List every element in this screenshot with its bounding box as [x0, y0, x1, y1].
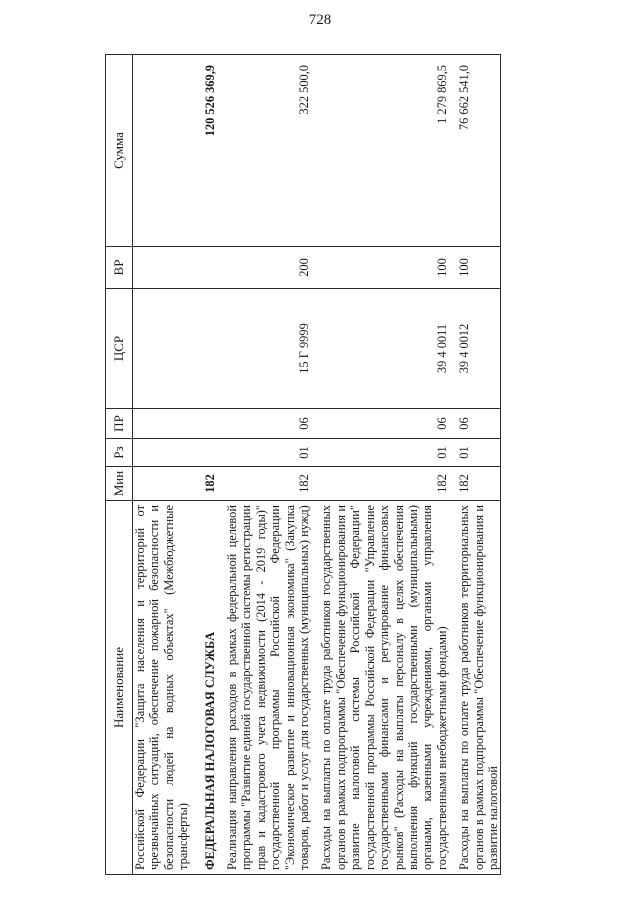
page-number: 728 — [308, 12, 332, 28]
row-min: 182 — [199, 467, 217, 501]
row-csr — [133, 289, 191, 409]
row-pr: 06 — [319, 409, 449, 439]
row-min: 182 — [457, 467, 501, 501]
row-rz — [199, 439, 217, 467]
row-vr: 100 — [457, 247, 501, 289]
column-header-vr: ВР — [106, 247, 133, 289]
row-pr — [199, 409, 217, 439]
row-name: Реализация направления расходов в рамках федеральной целевой программы "Развитие единой государственной системы регистрации прав и кадастрового учета недвижимости (2014 - 2019 годы)" государственной программы Российской Федерации "Экономическое развитие и инновационная экономика" (Закупка товаров, работ и услуг для государственных (муниципальных) нужд) — [225, 501, 311, 875]
row-min: 182 — [225, 467, 311, 501]
table-row-heading — [199, 55, 217, 875]
row-rz: 01 — [319, 439, 449, 467]
column-header-rz: Рз — [106, 439, 133, 467]
row-sum: 120 526 369,9 — [199, 55, 217, 247]
row-sum: 322 500,0 — [225, 55, 311, 247]
column-header-csr: ЦСР — [106, 289, 133, 409]
row-vr — [133, 247, 191, 289]
row-name: ФЕДЕРАЛЬНАЯ НАЛОГОВАЯ СЛУЖБА — [199, 501, 217, 875]
row-sum: 1 279 869,5 — [319, 55, 449, 247]
row-pr: 06 — [457, 409, 501, 439]
budget-table — [105, 54, 501, 875]
table-header-row — [106, 55, 133, 875]
row-sum — [133, 55, 191, 247]
row-rz: 01 — [225, 439, 311, 467]
row-csr — [199, 289, 217, 409]
column-header-sum: Сумма — [106, 55, 133, 247]
table-row — [133, 55, 191, 875]
row-vr: 100 — [319, 247, 449, 289]
row-min: 182 — [319, 467, 449, 501]
table-row — [225, 55, 311, 875]
row-rz: 01 — [457, 439, 501, 467]
row-min — [133, 467, 191, 501]
row-pr: 06 — [225, 409, 311, 439]
row-csr: 15 Г 9999 — [225, 289, 311, 409]
row-sum: 76 662 541,0 — [457, 55, 501, 247]
column-header-min: Мин — [106, 467, 133, 501]
row-name: Расходы на выплаты по оплате труда работников территориальных органов в рамках подпрограммы "Обеспечение функционирования и развитие налоговой — [457, 501, 501, 875]
budget-table-rotated — [105, 55, 611, 875]
row-vr — [199, 247, 217, 289]
row-vr: 200 — [225, 247, 311, 289]
row-csr: 39 4 0011 — [319, 289, 449, 409]
row-name: Российской Федерации "Защита населения и территорий от чрезвычайных ситуаций, обеспечение пожарной безопасности и безопасности людей на водных объектах" (Межбюджетные трансферты) — [133, 501, 191, 875]
column-header-pr: ПР — [106, 409, 133, 439]
row-csr: 39 4 0012 — [457, 289, 501, 409]
row-pr — [133, 409, 191, 439]
row-rz — [133, 439, 191, 467]
table-row — [457, 55, 501, 875]
column-header-name: Наименование — [106, 501, 133, 875]
table-row — [319, 55, 449, 875]
row-name: Расходы на выплаты по оплате труда работников государственных органов в рамках подпрограммы "Обеспечение функционирования и развитие налоговой системы Российской Федерации" государственной программы Российской Федерации "Управление государственными финансами и регулирование финансовых рынков" (Расходы на выплаты персоналу в целях обеспечения выполнения функций государственными (муниципальными) органами, казенными учреждениями, органами управления государственными внебюджетными фондами) — [319, 501, 449, 875]
